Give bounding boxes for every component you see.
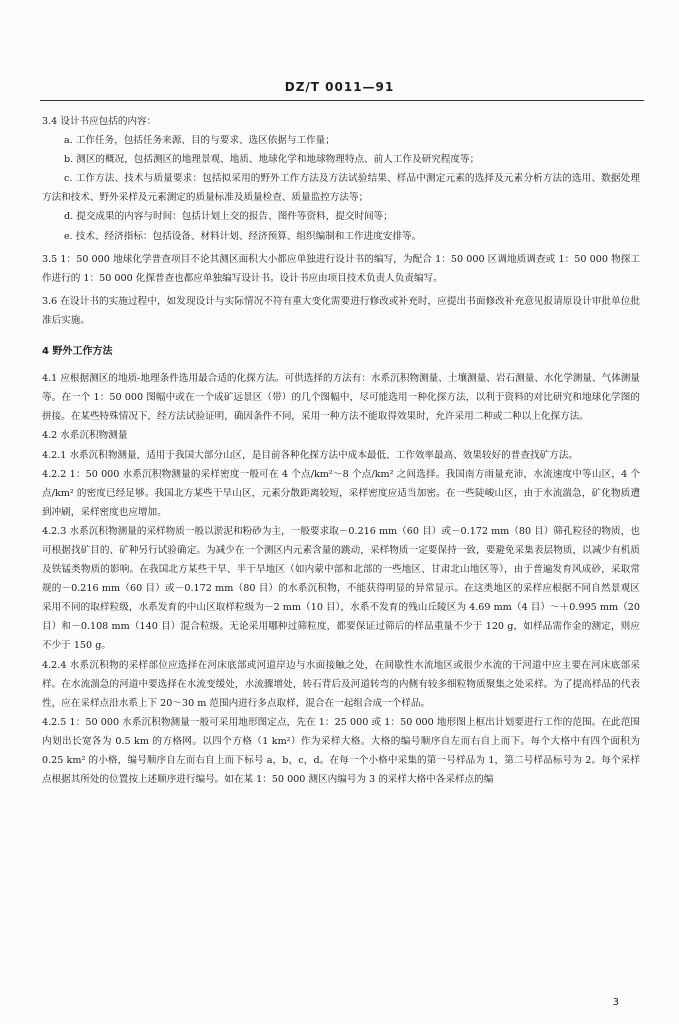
section-3-4-item-d: d. 提交成果的内容与时间：包括计划上交的报告、图件等资料，提交时间等； (64, 211, 393, 223)
section-4-2-1-paragraph: 4.2.1 水系沉积物测量，适用于我国大部分山区，是目前各种化探方法中成本最低、工作效率最高、效果较好的普查找矿方法。 (42, 449, 578, 461)
section-4-2-3-paragraph: 4.2.3 水系沉积物测量的采样物质一般以淤泥和粉砂为主，一般要求取－0.216 mm（60 目）或－0.172 mm（80 目）筛孔粒径的物质，也可根据找矿目的、矿种另行试验确定。为减少在一个测区内元素含量的跳动，采样物质一定要保持一致，要避免采集表层物质，以减少有机质及铁锰类物质的影响。在我国北方某些干旱、半干旱地区（如内蒙中部和北部的一些地区、甘肃北山地区等），由于普遍发育风成砂，采取常规的－0.216 mm（60 目）或－0.172 mm（80 目）的水系沉积物，不能获得明显的异常显示。在这类地区的采样应根据不同自然景观区采用不同的取样粒级，水系发育的中山区取样粒级为－2 mm（10 目），水系不发育的残山丘陵区为 4.69 mm（4 目）～＋0.995 mm（20 目）和－0.108 mm（140 目）混合粒级。无论采用哪种过筛粒度，都要保证过筛后的样品重量不少于 120 g，如样品需作金的测定，则应不少于 150 g。 (42, 525, 640, 652)
section-4-2-2-paragraph: 4.2.2 1：50 000 水系沉积物测量的采样密度一般可在 4 个点/km²～8 个点/km² 之间选择。我国南方雨量充沛，水流速度中等山区，4 个点/km² 的密度已经足够。我国北方某些干旱山区，元素分散距离较短，采样密度应适当加密。在一些陡峻山区，由于水流湍急，矿化物质遭到冲刷，采样密度也应增加。 (42, 468, 640, 518)
section-4-2-5-paragraph: 4.2.5 1：50 000 水系沉积物测量一般可采用地形图定点，先在 1：25 000 或 1：50 000 地形图上框出计划要进行工作的范围。在此范围内划出长宽各为 0.5 km 的方格网。以四个方格（1 km²）作为采样大格。大格的编号顺序自左而右自上而下。每个大格中有四个面积为 0.25 km² 的小格，编号顺序自左而右自上而下标号 a，b，c，d。在每一个小格中采集的第一号样品为 1，第二号样品标号为 2。每个采样点根据其所处的位置按上述顺序进行编号。如在某 1：50 000 测区内编号为 3 的采样大格中各采样点的编 (42, 716, 640, 786)
section-3-4-item-a: a. 工作任务，包括任务来源、目的与要求、选区依据与工作量； (64, 135, 335, 147)
section-3-5-paragraph: 3.5 1：50 000 地球化学普查项目不论其测区面积大小都应单独进行设计书的编写，为配合 1：50 000 区调地质调查或 1：50 000 物探工作进行的 1：50 000 化探普查也都应单独编写设计书。设计书应由项目技术负责人负责编写。 (42, 253, 640, 284)
section-4-1-paragraph: 4.1 应根据测区的地质-地理条件选用最合适的化探方法。可供选择的方法有：水系沉积物测量、土壤测量、岩石测量、水化学测量、气体测量等。在一个 1：50 000 图幅中或在一个成矿远景区（带）的几个图幅中，尽可能选用一种化探方法，以利于资料的对比研究和地球化学图的拼接。在某些特殊情况下，经方法试验证明，确因条件不同，采用一种方法不能取得效果时，允许采用二种或二种以上化探方法。 (42, 373, 640, 423)
header-rule (40, 100, 644, 101)
standard-code-header: DZ/T 0011—91 (284, 80, 395, 94)
section-4-heading: 4 野外工作方法 (42, 346, 113, 358)
section-4-2-4-paragraph: 4.2.4 水系沉积物的采样部位应选择在河床底部或河道岸边与水面接触之处，在间歇性水流地区或很少水流的干河道中应主要在河床底部采样。在水流湍急的河道中要选择在水流变缓处，水流骤增处，转石背后及河道转弯的内侧有较多细粒物质聚集之处采样。为了提高样品的代表性，应在采样点沿水系上下 20～30 m 范围内进行多点取样，混合在一起组合成一个样品。 (42, 659, 640, 709)
section-3-4-item-c: c. 工作方法、技术与质量要求：包括拟采用的野外工作方法及方法试验结果、样品中测定元素的选择及元素分析方法的选用、数据处理方法和技术、野外采样及元素测定的质量标准及质量检查、质量监控方法等； (42, 173, 640, 204)
section-3-4-item-e: e. 技术、经济指标：包括设备、材料计划、经济预算、组织编制和工作进度安排等。 (64, 230, 422, 242)
section-3-4-title: 3.4 设计书应包括的内容： (42, 116, 157, 127)
document-body (42, 112, 640, 789)
section-4-2-heading: 4.2 水系沉积物测量 (42, 430, 128, 442)
page-number: 3 (612, 997, 619, 1008)
section-3-4-item-b: b. 测区的概况，包括测区的地理景观、地质、地球化学和地球物理特点、前人工作及研究程度等； (64, 154, 480, 166)
section-3-6-paragraph: 3.6 在设计书的实施过程中，如发现设计与实际情况不符有重大变化需要进行修改或补充时，应提出书面修改补充意见报请原设计审批单位批准后实施。 (42, 295, 640, 326)
